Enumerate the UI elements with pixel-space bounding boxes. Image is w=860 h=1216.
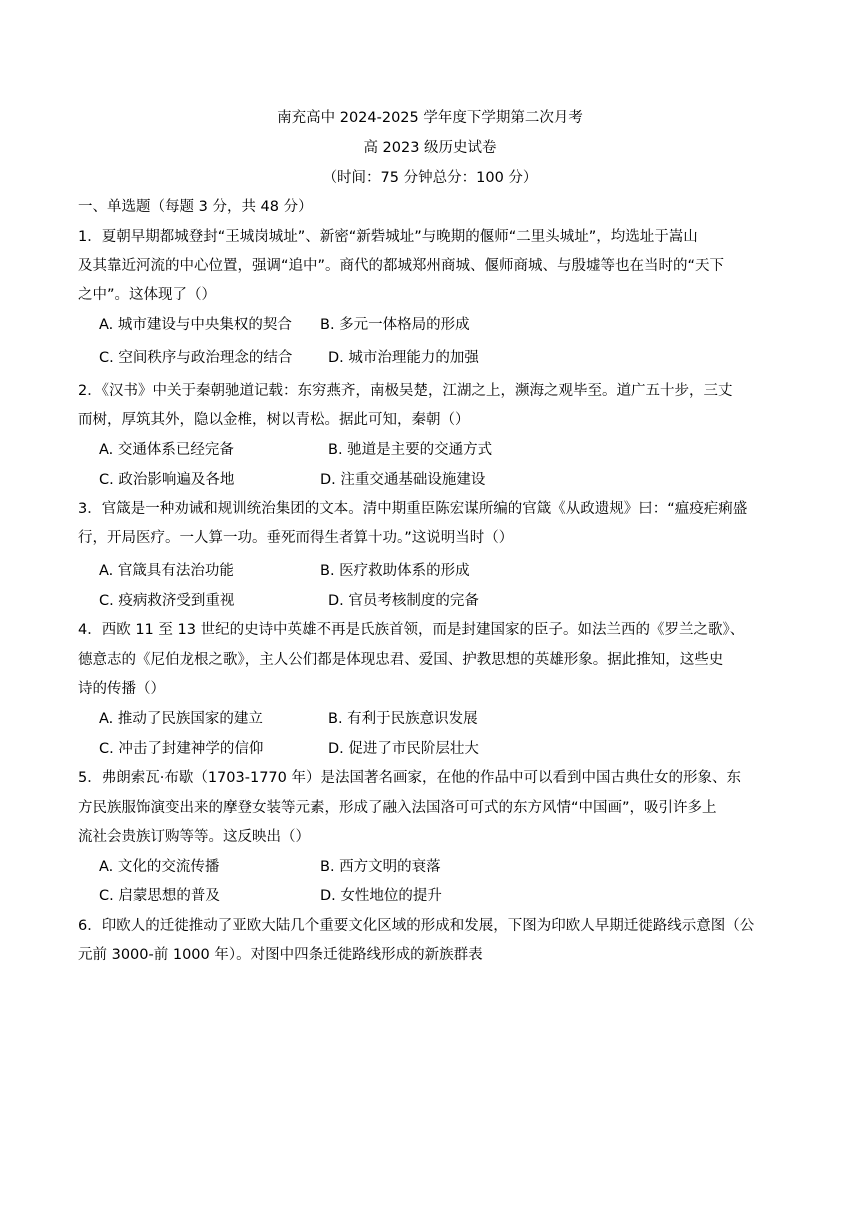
question-3-option-d: D. 官员考核制度的完备 — [328, 593, 479, 609]
question-2-option-b: B. 驰道是主要的交通方式 — [328, 442, 493, 458]
question-1-option-a: A. 城市建设与中央集权的契合 — [99, 317, 292, 333]
exam-subtitle: 高 2023 级历史试卷 — [363, 140, 497, 156]
question-5-line-3: 流社会贵族订购等等。这反映出（） — [78, 829, 310, 845]
question-4-line-1: 4．西欧 11 至 13 世纪的史诗中英雄不再是氏族首领，而是封建国家的臣子。如法兰西的《罗兰之歌》、 — [78, 622, 745, 638]
question-3-option-c: C. 疫病救济受到重视 — [99, 593, 235, 609]
question-6-line-1: 6．印欧人的迁徙推动了亚欧大陆几个重要文化区域的形成和发展，下图为印欧人早期迁徙路线示意图（公 — [78, 918, 755, 934]
exam-time-info: （时间：75 分钟总分：100 分） — [322, 170, 538, 186]
question-5-option-c: C. 启蒙思想的普及 — [99, 888, 220, 904]
question-5-line-1: 5．弗朗索瓦·布歇（1703-1770 年）是法国著名画家，在他的作品中可以看到中国古典仕女的形象、东 — [78, 770, 741, 786]
question-5-option-d: D. 女性地位的提升 — [320, 888, 442, 904]
question-4-option-b: B. 有利于民族意识发展 — [328, 711, 478, 727]
section-heading: 一、单选题（每题 3 分，共 48 分） — [78, 199, 313, 215]
question-2-option-a: A. 交通体系已经完备 — [99, 442, 234, 458]
question-5-line-2: 方民族服饰演变出来的摩登女装等元素，形成了融入法国洛可可式的东方风情“中国画”，吸引许多上 — [78, 800, 717, 816]
question-4-option-c: C. 冲击了封建神学的信仰 — [99, 741, 264, 757]
question-2-option-d: D. 注重交通基础设施建设 — [320, 472, 486, 488]
question-2-option-c: C. 政治影响遍及各地 — [99, 472, 235, 488]
exam-title: 南充高中 2024-2025 学年度下学期第二次月考 — [277, 110, 583, 126]
question-4-option-a: A. 推动了民族国家的建立 — [99, 711, 263, 727]
question-2-line-1: 2．《汉书》中关于秦朝驰道记载：东穷燕齐，南极吴楚，江湖之上，濒海之观毕至。道广五十步，三丈 — [78, 383, 733, 399]
question-3-option-a: A. 官箴具有法治功能 — [99, 563, 234, 579]
question-3-option-b: B. 医疗救助体系的形成 — [320, 563, 470, 579]
question-4-line-3: 诗的传播（） — [78, 681, 165, 697]
question-3-line-2: 行，开局医疗。一人算一功。垂死而得生者算十功。”这说明当时（） — [78, 530, 514, 546]
question-3-line-1: 3．官箴是一种劝诫和规训统治集团的文本。清中期重臣陈宏谋所编的官箴《从政遗规》曰：“瘟疫疟痢盛 — [78, 501, 748, 517]
question-5-option-b: B. 西方文明的衰落 — [320, 859, 441, 875]
question-1-option-b: B. 多元一体格局的形成 — [320, 317, 470, 333]
question-1-line-1: 1．夏朝早期都城登封“王城岗城址”、新密“新砦城址”与晚期的偃师“二里头城址”，均选址于嵩山 — [78, 229, 698, 245]
question-1-option-d: D. 城市治理能力的加强 — [328, 350, 479, 366]
question-1-option-c: C. 空间秩序与政治理念的结合 — [99, 350, 293, 366]
question-4-option-d: D. 促进了市民阶层壮大 — [328, 741, 479, 757]
question-4-line-2: 德意志的《尼伯龙根之歌》，主人公们都是体现忠君、爱国、护教思想的英雄形象。据此推知，这些史 — [78, 652, 724, 668]
question-2-line-2: 而树，厚筑其外，隐以金椎，树以青松。据此可知，秦朝（） — [78, 412, 470, 428]
question-6-line-2: 元前 3000-前 1000 年）。对图中四条迁徙路线形成的新族群表 — [78, 947, 483, 963]
question-1-line-2: 及其靠近河流的中心位置，强调“追中”。商代的都城郑州商城、偃师商城、与殷墟等也在当时的“天下 — [78, 258, 725, 274]
question-1-line-3: 之中”。这体现了（） — [78, 287, 217, 303]
question-5-option-a: A. 文化的交流传播 — [99, 859, 220, 875]
